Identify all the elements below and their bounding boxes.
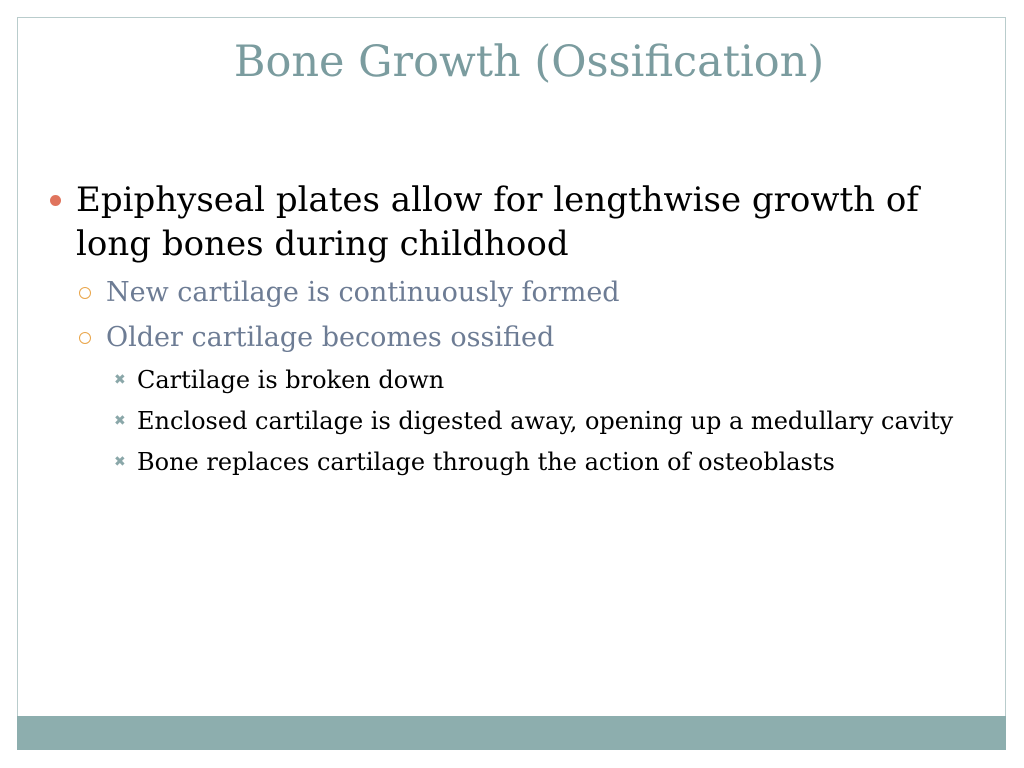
x-star-bullet-icon: ✖: [114, 413, 126, 429]
bullet-level-1: [48, 178, 988, 266]
sub-bullet-text: New cartilage is continuously formed: [106, 277, 620, 308]
sub-sub-bullet: [48, 360, 988, 401]
sub-sub-bullet: [48, 401, 988, 442]
sub-bullet: [48, 315, 988, 360]
filled-circle-bullet-icon: [50, 195, 61, 206]
x-star-bullet-icon: ✖: [114, 372, 126, 388]
sub-sub-bullet-text: Enclosed cartilage is digested away, opening up a medullary cavity: [137, 407, 954, 435]
sub-sub-bullet-text: Cartilage is broken down: [137, 366, 445, 394]
hollow-circle-bullet-icon: [79, 332, 91, 344]
sub-bullet-text: Older cartilage becomes ossified: [106, 322, 555, 353]
slide-content: [48, 178, 988, 483]
slide-title-text: Bone Growth (Ossification): [233, 37, 825, 87]
footer-band: [17, 716, 1006, 750]
x-star-bullet-icon: ✖: [114, 454, 126, 470]
sub-sub-bullet: [48, 442, 988, 483]
sub-bullet: [48, 270, 988, 315]
slide-title: [17, 34, 1024, 90]
sub-sub-bullet-text: Bone replaces cartilage through the action of osteoblasts: [137, 448, 835, 476]
hollow-circle-bullet-icon: [79, 287, 91, 299]
bullet-text: Epiphyseal plates allow for lengthwise growth of long bones during childhood: [76, 180, 919, 264]
